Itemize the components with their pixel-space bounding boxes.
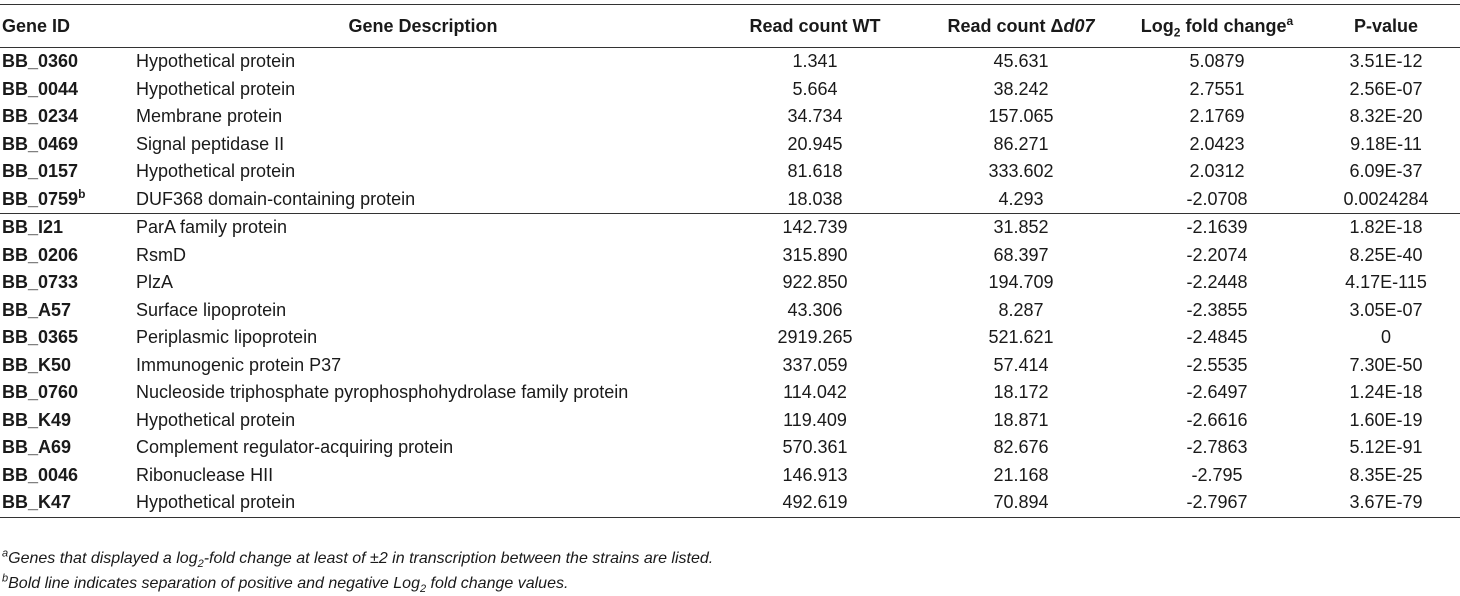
read-count-d07-cell: 21.168 [993, 464, 1049, 485]
gene-id-cell: BB_0234 [2, 106, 79, 127]
header-gene-description: Gene Description [348, 15, 498, 36]
gene-description-cell: Immunogenic protein P37 [136, 354, 342, 375]
gene-description-cell: RsmD [136, 244, 186, 265]
read-count-d07-cell: 333.602 [988, 161, 1054, 182]
read-count-wt-cell: 20.945 [787, 133, 843, 154]
p-value-cell: 6.09E-37 [1349, 161, 1423, 182]
log2-fold-change-cell: -2.7863 [1186, 437, 1248, 458]
table-row [0, 186, 1460, 214]
gene-description-cell: Signal peptidase II [136, 133, 285, 154]
log2-fold-change-cell: 2.0423 [1189, 133, 1245, 154]
log2-fold-change-cell: -2.795 [1191, 464, 1243, 485]
p-value-cell: 1.60E-19 [1349, 409, 1423, 430]
p-value-cell: 0 [1380, 327, 1391, 348]
read-count-wt-cell: 119.409 [783, 409, 847, 430]
p-value-cell: 3.51E-12 [1349, 51, 1423, 72]
gene-id-cell: BB_0760 [2, 382, 79, 403]
gene-description-cell: Periplasmic lipoprotein [136, 327, 318, 348]
table-row [0, 489, 1460, 517]
table-row [0, 158, 1460, 186]
p-value-cell: 1.24E-18 [1349, 382, 1423, 403]
gene-expression-table [0, 4, 1460, 518]
read-count-wt-cell: 1.341 [792, 51, 838, 72]
gene-id-cell: BB_0360 [2, 51, 79, 72]
table-row [0, 434, 1460, 462]
table-row [0, 324, 1460, 352]
p-value-cell: 1.82E-18 [1349, 217, 1423, 238]
gene-id-cell: BB_A69 [2, 437, 72, 458]
gene-id-cell: BB_0046 [2, 464, 79, 485]
read-count-wt-cell: 492.619 [782, 492, 848, 513]
log2-fold-change-cell: -2.1639 [1186, 217, 1248, 238]
read-count-wt-cell: 570.361 [782, 437, 848, 458]
gene-description-cell: Surface lipoprotein [136, 299, 287, 320]
log2-fold-change-cell: 2.7551 [1189, 78, 1245, 99]
p-value-cell: 2.56E-07 [1349, 78, 1423, 99]
gene-id-cell: BB_0759$^b$ [2, 186, 86, 209]
header-read-count-d07: Read count Δd07 [947, 15, 1095, 36]
gene-id-cell: BB_I21 [2, 217, 64, 238]
read-count-wt-cell: 81.618 [787, 161, 843, 182]
table-row [0, 214, 1460, 242]
table-body [0, 48, 1460, 518]
read-count-wt-cell: 114.042 [783, 382, 847, 403]
read-count-d07-cell: 70.894 [993, 492, 1049, 513]
log2-fold-change-cell: -2.4845 [1186, 327, 1248, 348]
read-count-d07-cell: 8.287 [998, 299, 1044, 320]
gene-id-cell: BB_0365 [2, 327, 79, 348]
table-row [0, 379, 1460, 407]
header-row [0, 5, 1460, 48]
p-value-cell: 7.30E-50 [1349, 354, 1423, 375]
read-count-wt-cell: 922.850 [782, 272, 848, 293]
header-gene-id: Gene ID [2, 15, 71, 36]
gene-description-cell: Hypothetical protein [136, 51, 296, 72]
read-count-d07-cell: 18.172 [993, 382, 1049, 403]
read-count-d07-cell: 57.414 [993, 354, 1049, 375]
header-log2-fold-change: Log$_2$ fold change$^a$ [1140, 13, 1294, 40]
gene-description-cell: Hypothetical protein [136, 78, 296, 99]
table-row [0, 76, 1460, 104]
footnote-b: $^b$Bold line indicates separation of positive and negative Log$_2$ fold change values. [2, 572, 569, 596]
gene-description-cell: Complement regulator-acquiring protein [136, 437, 454, 458]
log2-fold-change-cell: -2.0708 [1186, 188, 1248, 209]
gene-description-cell: Hypothetical protein [136, 409, 296, 430]
read-count-wt-cell: 2919.265 [777, 327, 853, 348]
read-count-d07-cell: 157.065 [988, 106, 1054, 127]
read-count-d07-cell: 38.242 [993, 78, 1049, 99]
log2-fold-change-cell: -2.6616 [1186, 409, 1248, 430]
read-count-d07-cell: 68.397 [993, 244, 1049, 265]
read-count-wt-cell: 337.059 [782, 354, 848, 375]
p-value-cell: 4.17E-115 [1345, 272, 1427, 293]
table-row [0, 352, 1460, 380]
read-count-wt-cell: 18.038 [787, 188, 843, 209]
gene-description-cell: Ribonuclease HII [136, 464, 274, 485]
p-value-cell: 8.35E-25 [1349, 464, 1423, 485]
table-row [0, 462, 1460, 490]
read-count-wt-cell: 5.664 [792, 78, 838, 99]
read-count-wt-cell: 146.913 [782, 464, 848, 485]
read-count-wt-cell: 315.890 [782, 244, 848, 265]
table-row [0, 103, 1460, 131]
header-read-count-wt: Read count WT [749, 15, 881, 36]
read-count-d07-cell: 521.621 [988, 327, 1054, 348]
table-row [0, 269, 1460, 297]
read-count-wt-cell: 43.306 [787, 299, 843, 320]
table-row [0, 242, 1460, 270]
log2-fold-change-cell: 5.0879 [1189, 51, 1245, 72]
table-row [0, 297, 1460, 325]
read-count-wt-cell: 34.734 [787, 106, 843, 127]
gene-description-cell: DUF368 domain-containing protein [136, 188, 416, 209]
read-count-d07-cell: 82.676 [993, 437, 1049, 458]
table-row [0, 407, 1460, 435]
read-count-d07-cell: 86.271 [993, 133, 1049, 154]
gene-id-cell: BB_K49 [2, 409, 72, 430]
read-count-wt-cell: 142.739 [782, 217, 848, 238]
log2-fold-change-cell: 2.0312 [1189, 161, 1245, 182]
p-value-cell: 9.18E-11 [1350, 133, 1422, 154]
gene-id-cell: BB_0206 [2, 244, 79, 265]
gene-description-cell: Hypothetical protein [136, 161, 296, 182]
gene-id-cell: BB_0044 [2, 78, 79, 99]
p-value-cell: 0.0024284 [1343, 188, 1429, 209]
table-row [0, 48, 1460, 76]
log2-fold-change-cell: -2.5535 [1186, 354, 1248, 375]
gene-id-cell: BB_A57 [2, 299, 72, 320]
footnotes [2, 546, 713, 596]
log2-fold-change-cell: 2.1769 [1189, 106, 1245, 127]
read-count-d07-cell: 31.852 [993, 217, 1049, 238]
gene-description-cell: PlzA [136, 272, 174, 293]
gene-description-cell: ParA family protein [136, 217, 288, 238]
p-value-cell: 8.32E-20 [1349, 106, 1423, 127]
p-value-cell: 3.05E-07 [1349, 299, 1423, 320]
read-count-d07-cell: 194.709 [988, 272, 1054, 293]
footnote-a: $^a$Genes that displayed a $\log_2$-fold change at least of ±2 in transcription between the strains are listed. [2, 547, 714, 571]
p-value-cell: 3.67E-79 [1349, 492, 1423, 513]
read-count-d07-cell: 45.631 [993, 51, 1049, 72]
p-value-cell: 5.12E-91 [1349, 437, 1423, 458]
gene-id-cell: BB_K47 [2, 492, 72, 513]
p-value-cell: 8.25E-40 [1349, 244, 1423, 265]
table-row [0, 131, 1460, 159]
log2-fold-change-cell: -2.2448 [1186, 272, 1248, 293]
gene-description-cell: Membrane protein [136, 106, 283, 127]
gene-description-cell: Hypothetical protein [136, 492, 296, 513]
gene-id-cell: BB_0733 [2, 272, 79, 293]
gene-id-cell: BB_0157 [2, 161, 79, 182]
log2-fold-change-cell: -2.6497 [1186, 382, 1248, 403]
log2-fold-change-cell: -2.2074 [1186, 244, 1248, 265]
gene-id-cell: BB_0469 [2, 133, 79, 154]
log2-fold-change-cell: -2.7967 [1186, 492, 1248, 513]
gene-id-cell: BB_K50 [2, 354, 72, 375]
log2-fold-change-cell: -2.3855 [1186, 299, 1248, 320]
read-count-d07-cell: 4.293 [998, 188, 1044, 209]
gene-description-cell: Nucleoside triphosphate pyrophosphohydrolase family protein [136, 382, 629, 403]
read-count-d07-cell: 18.871 [993, 409, 1049, 430]
header-p-value: P-value [1353, 15, 1419, 36]
